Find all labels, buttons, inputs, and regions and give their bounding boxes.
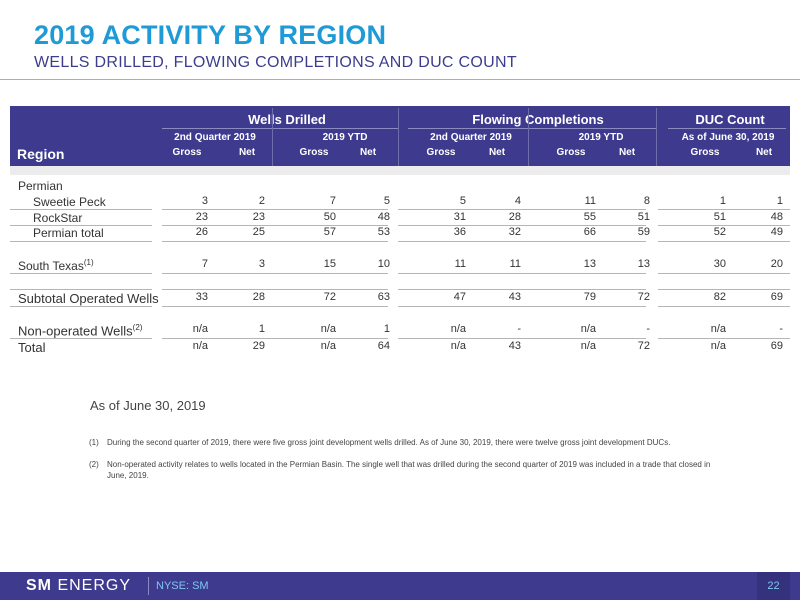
table-cell: 3 (201, 195, 208, 207)
table-cell: 69 (770, 340, 783, 352)
table-cell: 13 (637, 258, 650, 270)
row-divider (398, 273, 646, 274)
table-cell: 47 (453, 291, 466, 303)
group-wells-drilled: Wells Drilled (248, 112, 326, 127)
table-cell: 11 (584, 195, 596, 207)
table-cell: 33 (195, 291, 208, 303)
row-label: South Texas$^{(1)}$ (18, 258, 94, 273)
col-gross: Gross (426, 147, 456, 158)
sub-ytd-completions: 2019 YTD (578, 132, 624, 143)
table-cell: 36 (453, 226, 466, 238)
table-cell: - (646, 323, 650, 335)
table-cell: 30 (713, 258, 726, 270)
table-cell: 59 (637, 226, 650, 238)
table-cell: 5 (459, 195, 466, 207)
group-flowing-completions: Flowing Completions (472, 112, 604, 127)
table-row-permian (10, 179, 790, 194)
row-divider (10, 306, 152, 307)
row-divider (10, 289, 152, 290)
table-cell: 64 (377, 340, 390, 352)
col-gross: Gross (172, 147, 202, 158)
table-cell: n/a (450, 323, 466, 335)
table-cell: 28 (508, 211, 521, 223)
group-duc-count: DUC Count (695, 112, 765, 127)
table-cell: 43 (508, 340, 521, 352)
row-label: Sweetie Peck (33, 195, 106, 209)
table-row-total (10, 340, 790, 355)
table-cell: 51 (713, 211, 726, 223)
region-header: Region (17, 146, 65, 162)
table-row-rockstar (10, 211, 790, 226)
table-cell: 72 (637, 291, 650, 303)
footnote-ref: (1) (83, 258, 94, 267)
table-cell: n/a (320, 323, 336, 335)
footnote-text: During the second quarter of 2019, there were five gross joint development wells drilled. As of June 30, 2019, there were twelve gross joint development DUCs. (107, 438, 671, 447)
row-divider (658, 241, 790, 242)
table-cell: 10 (377, 258, 390, 270)
row-divider (162, 338, 388, 339)
footnote-number: (1) (89, 438, 99, 447)
row-divider (10, 273, 152, 274)
row-divider (658, 273, 790, 274)
column-separator (272, 108, 273, 166)
row-divider (162, 241, 388, 242)
page-number: 22 (767, 580, 780, 592)
footnote-number: (2) (89, 460, 99, 469)
table-cell: 69 (770, 291, 783, 303)
page-number-box (757, 572, 790, 600)
table-cell: 53 (377, 226, 390, 238)
col-gross: Gross (299, 147, 329, 158)
table-cell: 28 (252, 291, 265, 303)
sub-duc-asof: As of June 30, 2019 (681, 132, 775, 143)
table-cell: 29 (252, 340, 265, 352)
column-separator (398, 108, 399, 166)
row-divider (162, 306, 388, 307)
table-cell: 13 (583, 258, 596, 270)
row-label: Permian (18, 179, 63, 193)
col-net: Net (618, 147, 636, 158)
table-cell: 43 (508, 291, 521, 303)
row-label: Subtotal Operated Wells (18, 291, 159, 306)
footnote-text: Non-operated activity relates to wells located in the Permian Basin. The single well that was drilled during the second quarter of 2019 was included in a trade that closed in June, 2019. (107, 460, 711, 480)
table-cell: 57 (323, 226, 336, 238)
table-cell: n/a (450, 340, 466, 352)
row-divider (398, 338, 646, 339)
table-cell: 51 (637, 211, 650, 223)
table-cell: 72 (637, 340, 650, 352)
row-divider (398, 306, 646, 307)
table-cell: n/a (580, 323, 596, 335)
table-cell: 25 (252, 226, 265, 238)
row-label: Total (18, 340, 46, 355)
stock-ticker: NYSE: SM (156, 580, 209, 592)
table-header (10, 106, 790, 166)
col-gross: Gross (690, 147, 720, 158)
table-cell: 32 (508, 226, 521, 238)
row-divider (10, 225, 152, 226)
table-cell: 11 (509, 258, 521, 270)
table-cell: 66 (583, 226, 596, 238)
row-divider (398, 241, 646, 242)
table-cell: 79 (583, 291, 596, 303)
table-cell: 31 (453, 211, 466, 223)
table-cell: n/a (710, 340, 726, 352)
row-divider (658, 225, 790, 226)
table-cell: 82 (713, 291, 726, 303)
group-underline (408, 128, 656, 129)
table-cell: 11 (454, 258, 466, 270)
col-net: Net (238, 147, 256, 158)
table-cell: n/a (192, 340, 208, 352)
column-separator (656, 108, 657, 166)
table-cell: 23 (195, 211, 208, 223)
table-cell: 8 (643, 195, 650, 207)
footer-divider (148, 577, 149, 595)
table-cell: n/a (320, 340, 336, 352)
row-divider (658, 338, 790, 339)
table-cell: 15 (323, 258, 336, 270)
row-divider (398, 225, 646, 226)
table-cell: 72 (323, 291, 336, 303)
group-underline (162, 128, 398, 129)
as-of-date: As of June 30, 2019 (90, 398, 206, 413)
table-row-south-texas (10, 258, 790, 273)
table-cell: 1 (719, 195, 726, 207)
sub-ytd-drilled: 2019 YTD (322, 132, 368, 143)
row-label: Permian total (33, 226, 104, 240)
company-logo: SM ENERGY (26, 577, 132, 594)
table-cell: 1 (776, 195, 783, 207)
table-cell: - (779, 323, 783, 335)
row-divider (10, 209, 152, 210)
table-cell: 20 (770, 258, 783, 270)
header-spacer (10, 166, 790, 175)
table-cell: 63 (377, 291, 390, 303)
table-cell: n/a (192, 323, 208, 335)
sub-q2-drilled: 2nd Quarter 2019 (174, 132, 256, 143)
footer-bar (0, 572, 800, 600)
table-cell: 23 (252, 211, 265, 223)
row-label: Non-operated Wells$^{(2)}$ (18, 323, 143, 339)
table-row-sweetie-peck (10, 195, 790, 210)
row-divider (162, 273, 388, 274)
col-net: Net (488, 147, 506, 158)
table-cell: 7 (329, 195, 336, 207)
table-cell: 1 (258, 323, 265, 335)
table-cell: 7 (201, 258, 208, 270)
table-cell: n/a (710, 323, 726, 335)
table-cell: 50 (323, 211, 336, 223)
row-divider (658, 306, 790, 307)
row-divider (162, 209, 388, 210)
col-net: Net (359, 147, 377, 158)
row-divider (658, 289, 790, 290)
row-divider (398, 289, 646, 290)
page-title: 2019 ACTIVITY BY REGION (34, 20, 387, 50)
table-row-permian-total (10, 226, 790, 241)
column-separator (528, 108, 529, 166)
table-cell: 5 (383, 195, 390, 207)
row-label: RockStar (33, 211, 83, 225)
table-cell: 1 (383, 323, 390, 335)
row-divider (10, 338, 152, 339)
row-divider (162, 225, 388, 226)
sub-q2-completions: 2nd Quarter 2019 (430, 132, 512, 143)
row-divider (162, 289, 388, 290)
page-subtitle: WELLS DRILLED, FLOWING COMPLETIONS AND DUC COUNT (34, 54, 517, 71)
table-cell: 48 (377, 211, 390, 223)
footnote-ref: (2) (132, 323, 143, 332)
table-cell: 2 (258, 195, 265, 207)
table-cell: n/a (580, 340, 596, 352)
table-cell: - (517, 323, 521, 335)
title-divider (0, 79, 800, 80)
table-cell: 4 (514, 195, 521, 207)
table-cell: 52 (713, 226, 726, 238)
table-cell: 48 (770, 211, 783, 223)
group-underline (668, 128, 786, 129)
table-cell: 26 (195, 226, 208, 238)
table-cell: 55 (583, 211, 596, 223)
col-net: Net (755, 147, 773, 158)
table-cell: 3 (258, 258, 265, 270)
table-row-non-operated-wells (10, 323, 790, 338)
table-cell: 49 (770, 226, 783, 238)
row-divider (658, 209, 790, 210)
col-gross: Gross (556, 147, 586, 158)
row-divider (10, 241, 152, 242)
table-row-subtotal-operated-wells (10, 291, 790, 306)
row-divider (398, 209, 646, 210)
